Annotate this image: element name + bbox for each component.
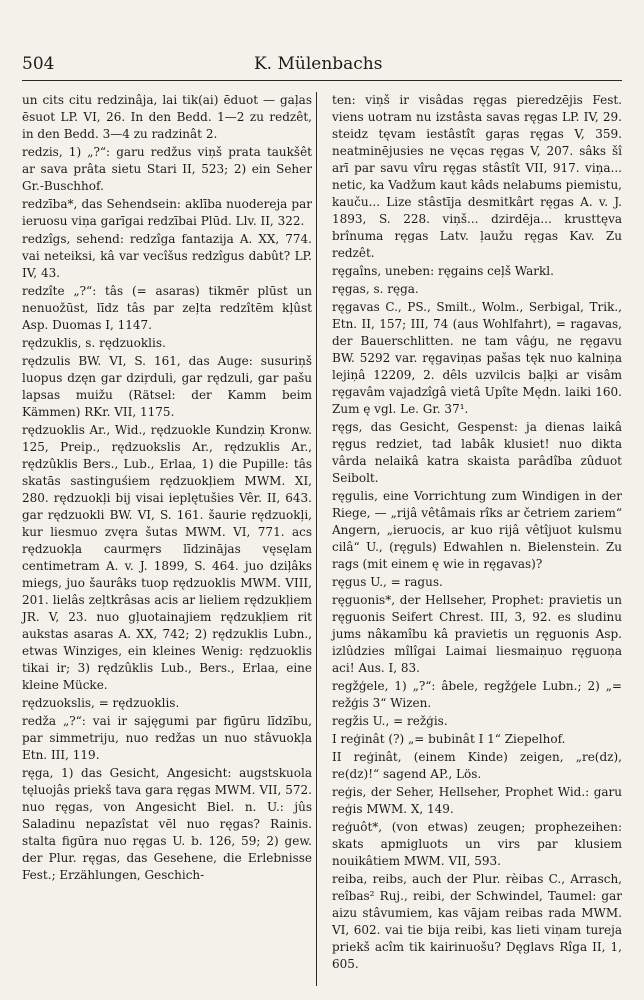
entry: ręgus U., = ragus.	[332, 575, 443, 589]
header-rule	[22, 80, 622, 81]
entry: ręgas, s. ręga.	[332, 282, 419, 296]
entry: un cits citu redzinâja, lai tik(ai) ēduot — gaļas ēsuot LP. VI, 26. In den Bedd. 1—2 zu redzêt, in den Bedd. 3—4 zu radzinât 2.	[22, 93, 312, 141]
entry: redža „?“: vai ir sajęgumi par figūru līdzību, par simmetriju, nuo redžas un nuo stâvuokļa Etn. III, 119.	[22, 714, 312, 762]
entry: ręguonis*, der Hellseher, Prophet: pravietis un ręguonis Seifert Chrest. III, 3, 92. es sludinu jums nâkamîbu kâ pravietis un ręguonis Asp. izlûdzies mîlîgai Laimai liesmaiņuo ręguoņa aci! Aus. I, 83.	[332, 593, 622, 675]
entry: reģuôt*, (von etwas) zeugen; prophezeihen: skats apmigluots un virs par klusiem nouikâtiem MWM. VII, 593.	[332, 820, 622, 868]
entry: ten: viņš ir visâdas ręgas pieredzējis Fest. viens uotram nu izstâsta savas ręgas LP. IV, 29. steidz tęvam iestâstît gaŗas ręgas V, 359. neatminējusies ne vęcas ręgas V, 207. sâks šî arī par savu vîru ręgas stâstît VII, 917. viņa... netic, ka Vadžum kaut kâds nelabums piemistu, kauču... Lize stâstīja desmitkârt ręgas A. v. J. 1893, S. 228. viņš... dzirdēja... krusttęva brînuma ręgas Latv. ļaužu ręgas Kav. Zu redzêt.	[332, 93, 622, 260]
entry: ręgavas C., PS., Smilt., Wolm., Serbigal, Trik., Etn. II, 157; III, 74 (aus Wohlfahrt), = ragavas, der Bauerschlitten. ne tam vâģu, ne ręgavu BW. 5292 var. ręgaviņas pašas tęk nuo kalniņa lejiņâ 12209, 2. dêls uzvilcis baļķi ar visâm ręgavâm vajadzîgâ vietâ Upîte Mędn. laiki 160. Zum ę vgl. Le. Gr. 37¹.	[332, 300, 622, 416]
entry: regžģele, 1) „?“: âbele, regžģele Lubn.; 2) „= režģis 3“ Wizen.	[332, 679, 622, 710]
entry: rędzuokslis, = rędzuoklis.	[22, 696, 180, 710]
running-title: K. Mülenbachs	[253, 54, 383, 74]
entry: ręgaîns, uneben: ręgains ceļš Warkl.	[332, 264, 554, 278]
entry: rędzuklis, s. rędzuoklis.	[22, 336, 166, 350]
entry: I reģinât (?) „= bubinât I 1“ Ziepelhof.	[332, 732, 566, 746]
entry: ręga, 1) das Gesicht, Angesicht: augstskuola tęluojâs priekš tava gara ręgas MWM. VII, 572. nuo ręgas, von Angesicht Biel. n. U.: jûs Saladinu nepazîstat vēl nuo ręgas? Rainis. stalta figūra nuo ręgas U. b. 126, 59; 2) gew. der Plur. ręgas, das Gesehene, die Erlebnisse Fest.; Erzählungen, Geschich-	[22, 766, 312, 882]
entry: ręgulis, eine Vorrichtung zum Windigen in der Riege, — „rijâ vêtâmais rîks ar četriem zariem“ Angern, „ieruocis, ar kuo rijâ vêtîjuot kulsmu cilâ“ U., (ręguls) Edwahlen n. Bielenstein. Zu rags (mit einem ę wie in ręgavas)?	[332, 489, 622, 571]
entry: redzība*, das Sehendsein: aklība nuodereja par ieruosu viņa garīgai redzībai Plūd. Llv. II, 322.	[22, 197, 312, 228]
entry: regžis U., = režģis.	[332, 714, 448, 728]
entry: rędzuoklis Ar., Wid., rędzuokle Kundziņ Kronw. 125, Preip., rędzuokslis Ar., rędzuklis Ar., rędzûklis Bers., Lub., Erlaa, 1) die Pupille: tâs skatās sastinguśiem rędzuokļiem MWM. XI, 280. rędzuokļi bij visai ieplętušies Vêr. II, 643. gar rędzuokli BW. VI, S. 161. šaurie rędzuokļi, kur liesmuo zvęra šutas MWM. VI, 771. acs rędzuokļa caurmęrs līdzinājas vęsęlam centimetram A. v. J. 1899, S. 464. juo dziļâks miegs, juo šaurâks tuop rędzuoklis MWM. VIII, 201. lielâs zeļtkrâsas acis ar lieliem rędzukļiem JR. V, 23. nuo gļuotainajiem rędzukļiem rit aukstas asaras A. XX, 742; 2) rędzuklis Lubn., etwas Winziges, ein kleines Wenig: rędzuoklis tikai ir; 3) rędzûklis Lub., Bers., Erlaa, eine kleine Mücke.	[22, 423, 312, 692]
page-header	[22, 52, 622, 74]
page-number: 504	[22, 54, 55, 74]
column-divider	[316, 92, 317, 986]
entry: II reģinât, (einem Kinde) zeigen, „re(dz), re(dz)!“ sagend AP., Lös.	[332, 750, 622, 781]
entry: ręgs, das Gesicht, Gespenst: ja dienas laikâ ręgus redziet, tad labâk klusiet! nuo dikta vârda nelaikâ katra skaista parâdîba zûduot Seibolt.	[332, 420, 622, 485]
entry: redzis, 1) „?“: garu redžus viņš prata taukšêt ar sava prâta sietu Stari II, 523; 2) ein Seher Gr.-Buschhof.	[22, 145, 312, 193]
entry: redzîte „?“: tâs (= asaras) tikmēr plūst un nenuožūst, līdz tâs par zeļta redzîtēm kļûst Asp. Duomas I, 1147.	[22, 284, 312, 332]
entry: reiba, reibs, auch der Plur. rèibas C., Arrasch, reîbas² Ruj., reibi, der Schwindel, Taumel: gar aizu stâvumiem, kas vājam reibas rada MWM. VI, 602. vai tie bija reibi, kas lieti viņam tureja priekš acîm tik kairinuošu? Dęglavs Rîga II, 1, 605.	[332, 872, 622, 971]
entry: redzîgs, sehend: redzîga fantazija A. XX, 774. vai neteiksi, kâ var vecîšus redzîgus dabût? LP. IV, 43.	[22, 232, 312, 280]
entry: rędzulis BW. VI, S. 161, das Auge: susuriņš luopus dzęn gar dziŗduli, gar rędzuli, gar pašu lapsas muižu (Rätsel: der Kamm beim Kämmen) RKr. VII, 1175.	[22, 354, 312, 419]
entry: reģis, der Seher, Hellseher, Prophet Wid.: garu reģis MWM. X, 149.	[332, 785, 622, 816]
right-column	[332, 92, 622, 974]
left-column	[22, 92, 312, 885]
